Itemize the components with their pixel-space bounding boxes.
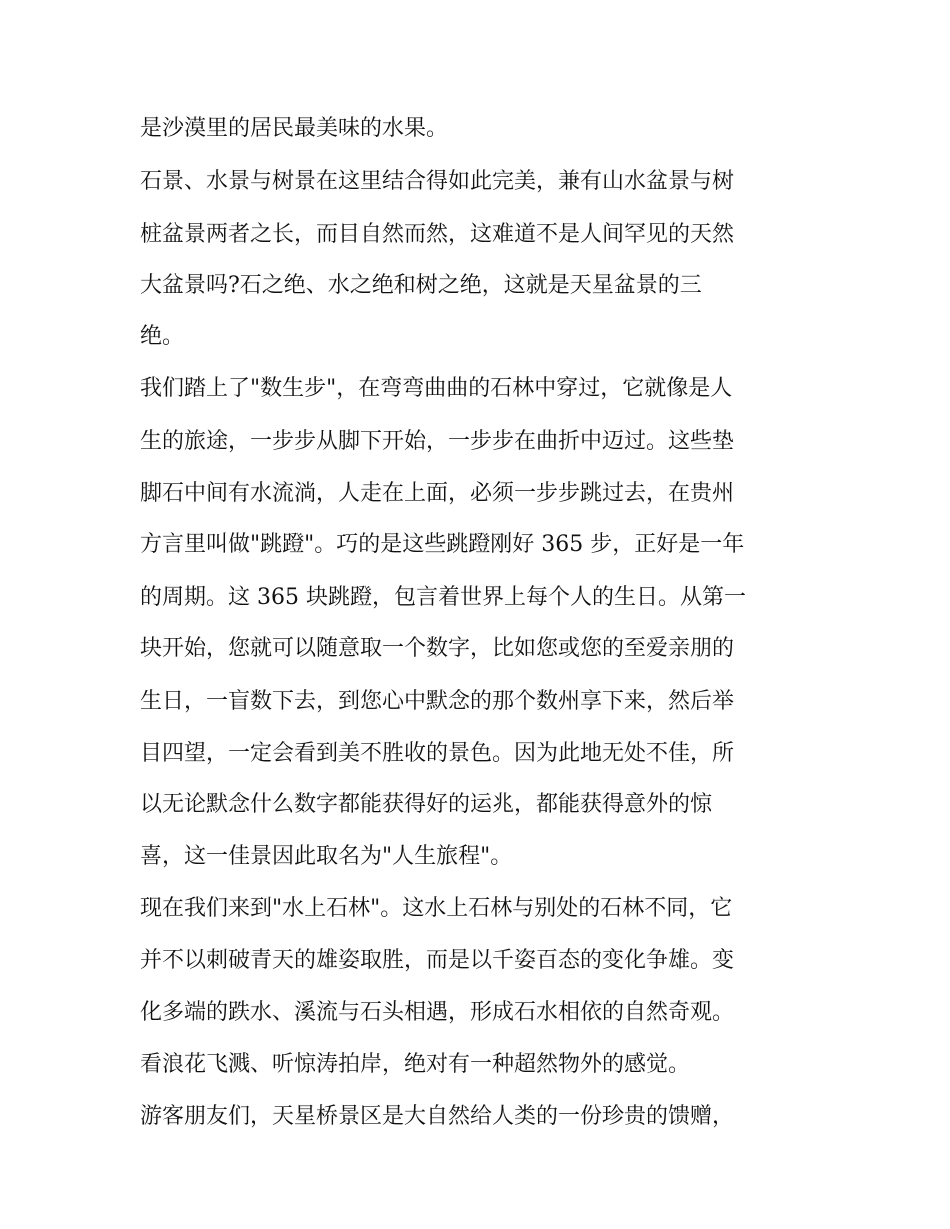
text-line: 脚石中间有水流淌，人走在上面，必须一步步跳过去，在贵州	[140, 481, 735, 506]
text-line: 目四望，一定会看到美不胜收的景色。因为此地无处不佳，所	[140, 741, 735, 766]
text-line: 以无论默念什么数字都能获得好的运兆，都能获得意外的惊	[140, 792, 713, 817]
text-line: 我们踏上了"数生步"，在弯弯曲曲的石林中穿过，它就像是人	[140, 376, 733, 401]
text-line: 现在我们来到"水上石林"。这水上石林与别处的石林不同，它	[140, 896, 733, 921]
text-line: 生的旅途，一步步从脚下开始，一步步在曲折中迈过。这些垫	[140, 429, 735, 454]
text-line: 石景、水景与树景在这里结合得如此完美，兼有山水盆景与树	[140, 169, 735, 194]
text-line: 块开始，您就可以随意取一个数字，比如您或您的至爱亲朋的	[140, 636, 735, 661]
text-line: 绝。	[140, 324, 185, 349]
text-line: 喜，这一佳景因此取名为"人生旅程"。	[140, 844, 513, 869]
text-line: 桩盆景两者之长，而目自然而然，这难道不是人间罕见的天然	[140, 222, 735, 247]
text-line: 大盆景吗?石之绝、水之绝和树之绝，这就是天星盆景的三	[140, 273, 702, 298]
text-line: 看浪花飞溅、听惊涛拍岸，绝对有一种超然物外的感觉。	[140, 1052, 691, 1077]
text-line: 并不以刺破青天的雄姿取胜，而是以千姿百态的变化争雄。变	[140, 948, 735, 973]
text-line: 游客朋友们，天星桥景区是大自然给人类的一份珍贵的馈赠，	[140, 1104, 735, 1129]
text-line: 是沙漠里的居民最美味的水果。	[140, 116, 449, 141]
text-line: 生日，一盲数下去，到您心中默念的那个数州享下来，然后举	[140, 689, 735, 714]
text-line: 方言里叫做"跳蹬"。巧的是这些跳蹬刚好 365 步，正好是一年	[140, 532, 745, 557]
text-line: 化多端的跌水、溪流与石头相遇，形成石水相依的自然奇观。	[140, 1000, 735, 1025]
text-line: 的周期。这 365 块跳蹬，包言着世界上每个人的生日。从第一	[140, 585, 746, 610]
